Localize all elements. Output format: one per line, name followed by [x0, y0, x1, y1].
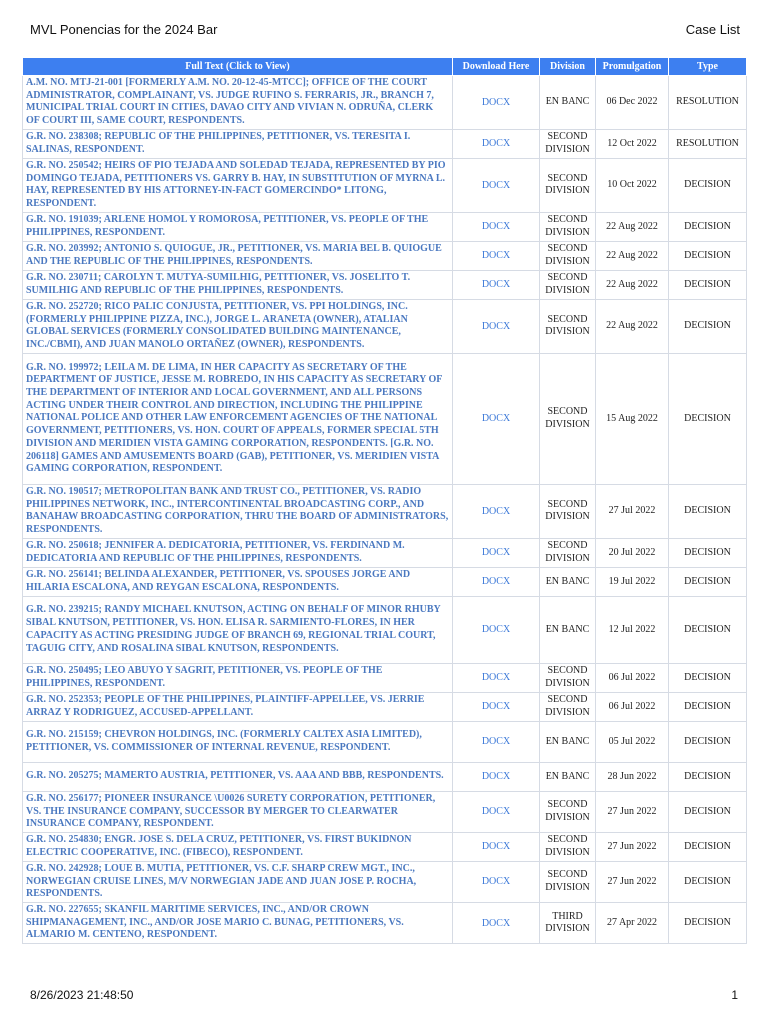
- docx-download-link[interactable]: DOCX: [453, 353, 540, 484]
- division-cell: EN BANC: [540, 76, 596, 130]
- docx-download-link[interactable]: DOCX: [453, 663, 540, 692]
- case-type-cell: DECISION: [669, 596, 747, 663]
- docx-download-link[interactable]: DOCX: [453, 832, 540, 861]
- division-cell: EN BANC: [540, 567, 596, 596]
- promulgation-date-cell: 22 Aug 2022: [596, 241, 669, 270]
- promulgation-date-cell: 10 Oct 2022: [596, 158, 669, 212]
- division-cell: SECOND DIVISION: [540, 241, 596, 270]
- promulgation-date-cell: 22 Aug 2022: [596, 299, 669, 353]
- case-type-cell: RESOLUTION: [669, 129, 747, 158]
- case-title-link[interactable]: G.R. NO. 205275; MAMERTO AUSTRIA, PETITIONER, VS. AAA AND BBB, RESPONDENTS.: [23, 762, 453, 791]
- case-title-link[interactable]: G.R. NO. 230711; CAROLYN T. MUTYA-SUMILHIG, PETITIONER, VS. JOSELITO T. SUMILHIG AND REPUBLIC OF THE PHILIPPINES, RESPONDENTS.: [23, 270, 453, 299]
- division-cell: SECOND DIVISION: [540, 129, 596, 158]
- case-title-link[interactable]: G.R. NO. 250495; LEO ABUYO Y SAGRIT, PETITIONER, VS. PEOPLE OF THE PHILIPPINES, RESPONDENT.: [23, 663, 453, 692]
- division-cell: EN BANC: [540, 721, 596, 762]
- promulgation-date-cell: 19 Jul 2022: [596, 567, 669, 596]
- case-title-link[interactable]: G.R. NO. 252353; PEOPLE OF THE PHILIPPINES, PLAINTIFF-APPELLEE, VS. JERRIE ARRAZ Y RODRIGUEZ, ACCUSED-APPELLANT.: [23, 692, 453, 721]
- division-cell: EN BANC: [540, 762, 596, 791]
- case-title-link[interactable]: G.R. NO. 256141; BELINDA ALEXANDER, PETITIONER, VS. SPOUSES JORGE AND HILARIA ESCALONA, AND REYGAN ESCALONA, RESPONDENTS.: [23, 567, 453, 596]
- case-title-link[interactable]: G.R. NO. 203992; ANTONIO S. QUIOGUE, JR., PETITIONER, VS. MARIA BEL B. QUIOGUE AND THE REPUBLIC OF THE PHILIPPINES, RESPONDENTS.: [23, 241, 453, 270]
- division-cell: SECOND DIVISION: [540, 791, 596, 832]
- case-title-link[interactable]: G.R. NO. 239215; RANDY MICHAEL KNUTSON, ACTING ON BEHALF OF MINOR RHUBY SIBAL KNUTSON, PETITIONER, VS. HON. ELISA R. SARMIENTO-FLORES, IN HER CAPACITY AS ACTING PRESIDING JUDGE OF BRANCH 69, REGIONAL TRIAL COURT, TAGUIG CITY, AND ROSALINA SIBAL KNUTSON, RESPONDENTS.: [23, 596, 453, 663]
- division-cell: EN BANC: [540, 596, 596, 663]
- table-row: [23, 76, 747, 130]
- docx-download-link[interactable]: DOCX: [453, 76, 540, 130]
- table-row: [23, 567, 747, 596]
- page-header: [30, 22, 740, 37]
- table-row: [23, 692, 747, 721]
- promulgation-date-cell: 12 Jul 2022: [596, 596, 669, 663]
- case-type-cell: DECISION: [669, 903, 747, 944]
- division-cell: THIRD DIVISION: [540, 903, 596, 944]
- docx-download-link[interactable]: DOCX: [453, 861, 540, 902]
- promulgation-date-cell: 12 Oct 2022: [596, 129, 669, 158]
- case-rows: [23, 76, 747, 944]
- division-cell: SECOND DIVISION: [540, 832, 596, 861]
- case-type-cell: DECISION: [669, 663, 747, 692]
- table-row: [23, 241, 747, 270]
- promulgation-date-cell: 15 Aug 2022: [596, 353, 669, 484]
- case-type-cell: DECISION: [669, 158, 747, 212]
- division-cell: SECOND DIVISION: [540, 158, 596, 212]
- promulgation-date-cell: 28 Jun 2022: [596, 762, 669, 791]
- docx-download-link[interactable]: DOCX: [453, 129, 540, 158]
- division-cell: SECOND DIVISION: [540, 299, 596, 353]
- table-row: [23, 158, 747, 212]
- division-cell: SECOND DIVISION: [540, 692, 596, 721]
- case-type-cell: RESOLUTION: [669, 76, 747, 130]
- case-title-link[interactable]: G.R. NO. 238308; REPUBLIC OF THE PHILIPPINES, PETITIONER, VS. TERESITA I. SALINAS, RESPONDENT.: [23, 129, 453, 158]
- promulgation-date-cell: 27 Apr 2022: [596, 903, 669, 944]
- docx-download-link[interactable]: DOCX: [453, 721, 540, 762]
- docx-download-link[interactable]: DOCX: [453, 212, 540, 241]
- case-type-cell: DECISION: [669, 212, 747, 241]
- promulgation-date-cell: 22 Aug 2022: [596, 270, 669, 299]
- docx-download-link[interactable]: DOCX: [453, 567, 540, 596]
- case-list-table: [22, 57, 747, 944]
- case-type-cell: DECISION: [669, 567, 747, 596]
- case-title-link[interactable]: G.R. NO. 227655; SKANFIL MARITIME SERVICES, INC., AND/OR CROWN SHIPMANAGEMENT, INC., AND/OR JOSE MARIO C. BUNAG, PETITIONERS, VS. ALMARIO M. CENTENO, RESPONDENT.: [23, 903, 453, 944]
- docx-download-link[interactable]: DOCX: [453, 484, 540, 538]
- case-type-cell: DECISION: [669, 721, 747, 762]
- promulgation-date-cell: 27 Jun 2022: [596, 791, 669, 832]
- case-type-cell: DECISION: [669, 270, 747, 299]
- table-row: [23, 791, 747, 832]
- docx-download-link[interactable]: DOCX: [453, 241, 540, 270]
- division-cell: SECOND DIVISION: [540, 538, 596, 567]
- promulgation-date-cell: 27 Jul 2022: [596, 484, 669, 538]
- table-row: [23, 861, 747, 902]
- table-row: [23, 762, 747, 791]
- case-type-cell: DECISION: [669, 861, 747, 902]
- document-title: MVL Ponencias for the 2024 Bar: [30, 22, 218, 37]
- table-row: [23, 832, 747, 861]
- division-cell: SECOND DIVISION: [540, 484, 596, 538]
- table-row: [23, 353, 747, 484]
- column-header-division: Division: [540, 58, 596, 76]
- promulgation-date-cell: 27 Jun 2022: [596, 832, 669, 861]
- docx-download-link[interactable]: DOCX: [453, 762, 540, 791]
- promulgation-date-cell: 06 Jul 2022: [596, 692, 669, 721]
- case-title-link[interactable]: G.R. NO. 254830; ENGR. JOSE S. DELA CRUZ, PETITIONER, VS. FIRST BUKIDNON ELECTRIC COOPERATIVE, INC. (FIBECO), RESPONDENT.: [23, 832, 453, 861]
- division-cell: SECOND DIVISION: [540, 270, 596, 299]
- case-type-cell: DECISION: [669, 791, 747, 832]
- case-title-link[interactable]: G.R. NO. 252720; RICO PALIC CONJUSTA, PETITIONER, VS. PPI HOLDINGS, INC. (FORMERLY PHILIPPINE PIZZA, INC.), JORGE L. ARANETA (OWNER), ATALIAN GLOBAL SERVICES (FORMERLY CONSOLIDATED BUILDING MAINTENANCE, INC./CBMI), AND JUAN MANOLO ORTAÑEZ (OWNER), RESPONDENTS.: [23, 299, 453, 353]
- table-row: [23, 721, 747, 762]
- case-type-cell: DECISION: [669, 353, 747, 484]
- division-cell: SECOND DIVISION: [540, 353, 596, 484]
- case-title-link[interactable]: A.M. NO. MTJ-21-001 [FORMERLY A.M. NO. 20-12-45-MTCC]; OFFICE OF THE COURT ADMINISTRATOR, COMPLAINANT, VS. JUDGE RUFINO S. FERRARIS, JR., BRANCH 7, MUNICIPAL TRIAL COURT IN CITIES, DAVAO CITY AND VIVIAN N. ODRUÑA, CLERK OF COURT III, SAME COURT, RESPONDENTS.: [23, 76, 453, 130]
- page-number: 1: [731, 988, 738, 1002]
- print-timestamp: 8/26/2023 21:48:50: [30, 988, 134, 1002]
- promulgation-date-cell: 22 Aug 2022: [596, 212, 669, 241]
- docx-download-link[interactable]: DOCX: [453, 596, 540, 663]
- division-cell: SECOND DIVISION: [540, 861, 596, 902]
- docx-download-link[interactable]: DOCX: [453, 692, 540, 721]
- case-title-link[interactable]: G.R. NO. 250618; JENNIFER A. DEDICATORIA, PETITIONER, VS. FERDINAND M. DEDICATORIA AND REPUBLIC OF THE PHILIPPINES, RESPONDENTS.: [23, 538, 453, 567]
- case-title-link[interactable]: G.R. NO. 215159; CHEVRON HOLDINGS, INC. (FORMERLY CALTEX ASIA LIMITED), PETITIONER, VS. COMMISSIONER OF INTERNAL REVENUE, RESPONDENT.: [23, 721, 453, 762]
- docx-download-link[interactable]: DOCX: [453, 158, 540, 212]
- docx-download-link[interactable]: DOCX: [453, 903, 540, 944]
- promulgation-date-cell: 06 Dec 2022: [596, 76, 669, 130]
- case-title-link[interactable]: G.R. NO. 242928; LOUE B. MUTIA, PETITIONER, VS. C.F. SHARP CREW MGT., INC., NORWEGIAN CRUISE LINES, M/V NORWEGIAN JADE AND JUAN JOSE P. ROCHA, RESPONDENTS.: [23, 861, 453, 902]
- table-row: [23, 212, 747, 241]
- case-title-link[interactable]: G.R. NO. 191039; ARLENE HOMOL Y ROMOROSA, PETITIONER, VS. PEOPLE OF THE PHILIPPINES, RESPONDENT.: [23, 212, 453, 241]
- docx-download-link[interactable]: DOCX: [453, 270, 540, 299]
- case-type-cell: DECISION: [669, 762, 747, 791]
- case-title-link[interactable]: G.R. NO. 250542; HEIRS OF PIO TEJADA AND SOLEDAD TEJADA, REPRESENTED BY PIO DOMINGO TEJADA, PETITIONERS VS. GARRY B. HAY, IN SUBSTITUTION OF MYRNA L. HAY, REPRESENTED BY HIS ATTORNEY-IN-FACT GOMERCINDO* LITONG, RESPONDENT.: [23, 158, 453, 212]
- table-header-row: [23, 58, 747, 76]
- table-row: [23, 903, 747, 944]
- table-row: [23, 299, 747, 353]
- promulgation-date-cell: 27 Jun 2022: [596, 861, 669, 902]
- division-cell: SECOND DIVISION: [540, 663, 596, 692]
- promulgation-date-cell: 05 Jul 2022: [596, 721, 669, 762]
- page-footer: [30, 988, 738, 1002]
- column-header-type: Type: [669, 58, 747, 76]
- column-header-download: Download Here: [453, 58, 540, 76]
- table-row: [23, 596, 747, 663]
- case-title-link[interactable]: G.R. NO. 199972; LEILA M. DE LIMA, IN HER CAPACITY AS SECRETARY OF THE DEPARTMENT OF JUSTICE, JESSE M. ROBREDO, IN HIS CAPACITY AS SECRETARY OF THE DEPARTMENT OF INTERIOR AND LOCAL GOVERNMENT, AND ALL PERSONS ACTING UNDER THEIR CONTROL AND DIRECTION, INCLUDING THE PHILIPPINE NATIONAL POLICE AND OTHER LAW ENFORCEMENT AGENCIES OF THE NATIONAL GOVERNMENT, PETITIONERS, VS. HON. COURT OF APPEALS, FORMER SPECIAL 5TH DIVISION AND MERIDIEN VISTA GAMING CORPORATION, RESPONDENTS. [G.R. NO. 206118] GAMES AND AMUSEMENTS BOARD (GAB), PETITIONER, VS. MERIDIEN VISTA GAMING CORPORATION, RESPONDENT.: [23, 353, 453, 484]
- case-type-cell: DECISION: [669, 832, 747, 861]
- section-label: Case List: [685, 22, 740, 37]
- table-row: [23, 484, 747, 538]
- table-row: [23, 663, 747, 692]
- case-type-cell: DECISION: [669, 299, 747, 353]
- case-type-cell: DECISION: [669, 241, 747, 270]
- column-header-full-text: Full Text (Click to View): [23, 58, 453, 76]
- case-type-cell: DECISION: [669, 484, 747, 538]
- division-cell: SECOND DIVISION: [540, 212, 596, 241]
- promulgation-date-cell: 06 Jul 2022: [596, 663, 669, 692]
- case-title-link[interactable]: G.R. NO. 256177; PIONEER INSURANCE \U0026 SURETY CORPORATION, PETITIONER, VS. THE INSURANCE COMPANY, SUCCESSOR BY MERGER TO CLEARWATER INSURANCE COMPANY, RESPONDENT.: [23, 791, 453, 832]
- docx-download-link[interactable]: DOCX: [453, 299, 540, 353]
- promulgation-date-cell: 20 Jul 2022: [596, 538, 669, 567]
- table-row: [23, 129, 747, 158]
- table-row: [23, 538, 747, 567]
- table-row: [23, 270, 747, 299]
- docx-download-link[interactable]: DOCX: [453, 538, 540, 567]
- case-type-cell: DECISION: [669, 692, 747, 721]
- column-header-promulgation: Promulgation: [596, 58, 669, 76]
- docx-download-link[interactable]: DOCX: [453, 791, 540, 832]
- case-title-link[interactable]: G.R. NO. 190517; METROPOLITAN BANK AND TRUST CO., PETITIONER, VS. RADIO PHILIPPINES NETWORK, INC., INTERCONTINENTAL BROADCASTING CORP., AND BANAHAW BROADCASTING CORPORATION, THRU THE BOARD OF ADMINISTRATORS, RESPONDENTS.: [23, 484, 453, 538]
- case-type-cell: DECISION: [669, 538, 747, 567]
